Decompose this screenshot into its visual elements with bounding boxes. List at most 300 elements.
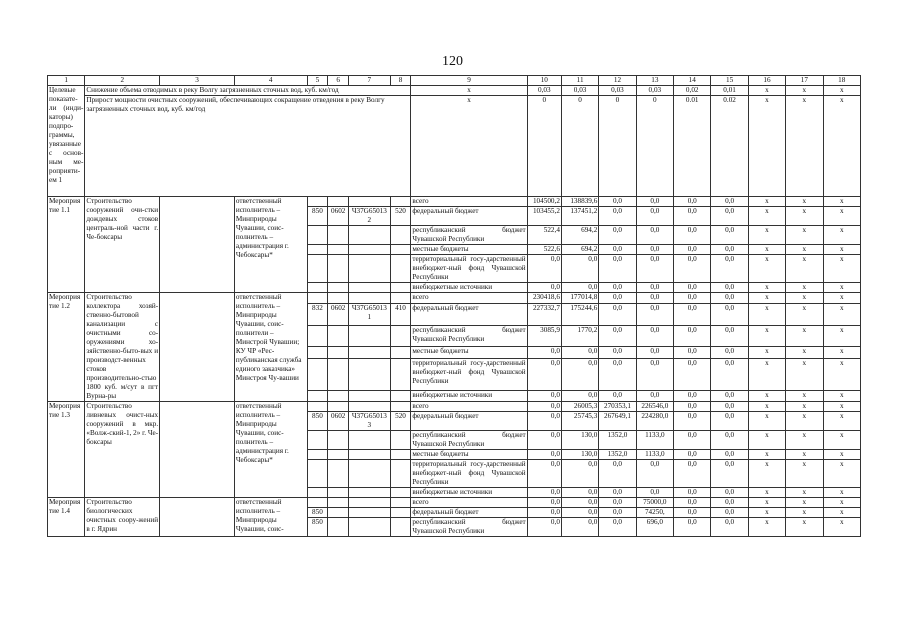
funding-tail: x: [823, 304, 860, 326]
funding-tail: x: [748, 197, 785, 207]
funding-value: 0,0: [599, 347, 636, 358]
funding-tail: x: [823, 412, 860, 431]
funding-value: 0,0: [636, 325, 673, 347]
funding-value: 0,0: [674, 283, 711, 293]
code-cell: [307, 402, 328, 412]
target-value: 0,03: [561, 86, 598, 96]
funding-value: 3085,9: [527, 325, 561, 347]
targets-label: Целевые показате-ли (инди-каторы) подпро-граммы, увязанные с основ-ным ме-роприяти-ем 1: [48, 86, 85, 197]
target-tail: x: [786, 96, 823, 197]
header-cell: 13: [636, 76, 673, 86]
funding-value: 522,4: [527, 226, 561, 245]
header-cell: 2: [85, 76, 160, 86]
header-cell: 6: [328, 76, 349, 86]
measure-id: Мероприятие 1.1: [48, 197, 85, 293]
funding-value: 0,0: [561, 508, 598, 518]
code-cell: [390, 226, 411, 245]
code-cell: [349, 255, 391, 283]
funding-value: 175244,6: [561, 304, 598, 326]
funding-tail: x: [748, 518, 785, 537]
funding-tail: x: [748, 358, 785, 390]
measure-empty: [160, 402, 235, 498]
funding-tail: x: [786, 293, 823, 304]
header-cell: 15: [711, 76, 748, 86]
measure-row: [48, 498, 861, 508]
funding-value: 0,0: [636, 255, 673, 283]
funding-value: 0,0: [561, 488, 598, 498]
funding-source: республиканский бюджет Чувашской Республики: [412, 518, 526, 535]
funding-tail: x: [823, 431, 860, 450]
measure-responsible: ответственный исполнитель – Минприроды Чувашии, соис-полнитель – администрация г. Чебоксары*: [234, 402, 307, 498]
funding-tail: x: [823, 197, 860, 207]
funding-value: 0,0: [711, 347, 748, 358]
funding-value: 0,0: [711, 207, 748, 226]
funding-value: 0,0: [636, 207, 673, 226]
target-row: [48, 86, 861, 96]
code-cell: [349, 293, 391, 304]
code-cell: [328, 255, 349, 283]
funding-source: внебюджетные источники: [411, 488, 527, 498]
code-cell: [328, 488, 349, 498]
measure-id: Мероприятие 1.2: [48, 293, 85, 402]
funding-source: федеральный бюджет: [411, 412, 527, 431]
code-cell: [349, 283, 391, 293]
funding-value: 0,0: [674, 304, 711, 326]
funding-source: территориальный госу-дарственный внебюджет-ный фонд Чувашской Республики: [411, 358, 527, 390]
funding-tail: x: [786, 358, 823, 390]
code-cell: 0602: [328, 412, 349, 431]
funding-value: 0,0: [599, 197, 636, 207]
header-cell: 3: [160, 76, 235, 86]
funding-tail: x: [823, 255, 860, 283]
code-cell: [349, 431, 391, 450]
code-cell: Ч37G650131: [349, 304, 391, 326]
code-cell: 850: [307, 207, 328, 226]
code-cell: [349, 450, 391, 460]
funding-value: 0,0: [599, 508, 636, 518]
funding-source: всего: [411, 197, 527, 207]
funding-value: 0,0: [527, 460, 561, 488]
funding-tail: x: [786, 460, 823, 488]
funding-value: 0,0: [561, 358, 598, 390]
code-cell: [349, 402, 391, 412]
funding-tail: x: [786, 508, 823, 518]
funding-value: 0,0: [711, 431, 748, 450]
funding-value: 25745,3: [561, 412, 598, 431]
funding-value: 0,0: [674, 197, 711, 207]
funding-value: 0,0: [599, 390, 636, 401]
funding-value: 224280,0: [636, 412, 673, 431]
funding-value: 0,0: [561, 390, 598, 401]
measure-name: Строительство сооружений очи-стки дождевых стоков централь-ной части г. Че-боксары: [85, 197, 160, 293]
funding-tail: x: [786, 518, 823, 537]
funding-value: 0,0: [561, 283, 598, 293]
funding-source: местные бюджеты: [411, 347, 527, 358]
code-cell: [307, 245, 328, 255]
funding-value: 0,0: [527, 450, 561, 460]
funding-source: республиканский бюджет Чувашской Республики: [411, 325, 527, 347]
funding-tail: x: [786, 207, 823, 226]
funding-value: 0,0: [674, 358, 711, 390]
funding-tail: x: [786, 488, 823, 498]
funding-source: всего: [411, 293, 527, 304]
funding-source: территориальный госу-дарственный внебюджет-ный фонд Чувашской Республики: [412, 255, 526, 281]
header-cell: 16: [748, 76, 785, 86]
funding-tail: x: [748, 283, 785, 293]
header-cell: 8: [390, 76, 411, 86]
funding-value: 0,0: [636, 347, 673, 358]
funding-value: 0,0: [636, 358, 673, 390]
funding-source: республиканский бюджет Чувашской Республики: [412, 431, 526, 448]
funding-value: 0,0: [527, 431, 561, 450]
funding-tail: x: [786, 498, 823, 508]
funding-tail: x: [786, 304, 823, 326]
funding-tail: x: [748, 293, 785, 304]
funding-value: 0,0: [711, 518, 748, 537]
funding-value: 694,2: [561, 226, 598, 245]
code-cell: [307, 460, 328, 488]
measure-row: [48, 197, 861, 207]
code-cell: [328, 293, 349, 304]
code-cell: [390, 488, 411, 498]
funding-source: всего: [411, 402, 527, 412]
code-cell: [349, 508, 391, 518]
funding-tail: x: [786, 450, 823, 460]
funding-tail: x: [786, 245, 823, 255]
target-value: 0,02: [674, 86, 711, 96]
funding-value: 0,0: [599, 245, 636, 255]
funding-source: внебюджетные источники: [411, 283, 527, 293]
code-cell: [307, 197, 328, 207]
target-value: 0,03: [527, 86, 561, 96]
code-cell: [390, 283, 411, 293]
funding-value: 0,0: [711, 245, 748, 255]
code-cell: [328, 358, 349, 390]
funding-tail: x: [786, 283, 823, 293]
funding-value: 0,0: [711, 450, 748, 460]
funding-value: 0,0: [527, 390, 561, 401]
measure-id: Мероприятие 1.4: [48, 498, 85, 537]
header-cell: 17: [786, 76, 823, 86]
target-value: 0,03: [636, 86, 673, 96]
code-cell: [349, 245, 391, 255]
funding-value: 227332,7: [527, 304, 561, 326]
code-cell: 850: [307, 508, 328, 518]
funding-tail: x: [823, 508, 860, 518]
funding-value: 0,0: [636, 283, 673, 293]
funding-value: 75000,0: [636, 498, 673, 508]
funding-tail: x: [786, 402, 823, 412]
measure-name: Строительство биологических очистных соору-жений в г. Ядрин: [85, 498, 160, 537]
code-cell: [349, 488, 391, 498]
code-cell: [307, 226, 328, 245]
code-cell: [349, 347, 391, 358]
target-row: [48, 96, 861, 197]
funding-source: федеральный бюджет: [411, 304, 527, 326]
target-c9: x: [411, 96, 527, 197]
code-cell: [349, 518, 391, 537]
funding-tail: x: [823, 358, 860, 390]
funding-value: 0,0: [561, 255, 598, 283]
measure-responsible: ответственный исполнитель – Минприроды Чувашии, соис-: [234, 498, 307, 537]
funding-tail: x: [748, 325, 785, 347]
funding-value: 0,0: [599, 293, 636, 304]
funding-value: 0,0: [674, 431, 711, 450]
funding-value: 0,0: [527, 508, 561, 518]
target-tail: x: [786, 86, 823, 96]
target-tail: x: [748, 86, 785, 96]
funding-value: 0,0: [711, 358, 748, 390]
funding-value: 694,2: [561, 245, 598, 255]
code-cell: [307, 283, 328, 293]
code-cell: 832: [307, 304, 328, 326]
funding-value: 0,0: [674, 226, 711, 245]
code-cell: [307, 293, 328, 304]
funding-tail: x: [748, 304, 785, 326]
funding-tail: x: [786, 431, 823, 450]
funding-value: 0,0: [674, 412, 711, 431]
funding-value: 0,0: [711, 325, 748, 347]
funding-value: 226546,0: [636, 402, 673, 412]
header-cell: 18: [823, 76, 860, 86]
funding-value: 177014,8: [561, 293, 598, 304]
code-cell: [307, 325, 328, 347]
target-tail: x: [748, 96, 785, 197]
code-cell: [390, 498, 411, 508]
funding-value: 0,0: [636, 245, 673, 255]
code-cell: [328, 347, 349, 358]
funding-value: 0,0: [674, 207, 711, 226]
funding-value: 0,0: [599, 207, 636, 226]
target-value: 0: [561, 96, 598, 197]
code-cell: [328, 325, 349, 347]
funding-tail: x: [823, 518, 860, 537]
code-cell: [349, 325, 391, 347]
code-cell: [349, 226, 391, 245]
funding-value: 130,0: [561, 431, 598, 450]
header-cell: 14: [674, 76, 711, 86]
funding-source: всего: [411, 498, 527, 508]
funding-source: территориальный госу-дарственный внебюджет-ный фонд Чувашской Республики: [412, 460, 526, 486]
code-cell: [328, 226, 349, 245]
header-cell: 10: [527, 76, 561, 86]
funding-value: 0,0: [674, 402, 711, 412]
funding-value: 26005,3: [561, 402, 598, 412]
header-cell: 9: [411, 76, 527, 86]
measure-empty: [160, 498, 235, 537]
header-cell: 11: [561, 76, 598, 86]
funding-value: 0,0: [527, 255, 561, 283]
funding-tail: x: [748, 498, 785, 508]
funding-value: 270353,1: [599, 402, 636, 412]
funding-tail: x: [823, 498, 860, 508]
header-cell: 1: [48, 76, 85, 86]
funding-value: 267649,1: [599, 412, 636, 431]
funding-value: 0,0: [711, 283, 748, 293]
funding-value: 0,0: [711, 293, 748, 304]
funding-value: 0,0: [674, 508, 711, 518]
funding-tail: x: [786, 226, 823, 245]
code-cell: [349, 197, 391, 207]
code-cell: 850: [307, 412, 328, 431]
code-cell: [307, 431, 328, 450]
code-cell: [390, 358, 411, 390]
funding-value: 0,0: [599, 498, 636, 508]
funding-value: 0,0: [561, 347, 598, 358]
code-cell: [307, 358, 328, 390]
funding-source: местные бюджеты: [411, 450, 527, 460]
target-value: 0: [599, 96, 636, 197]
funding-value: 1133,0: [636, 450, 673, 460]
funding-tail: x: [786, 255, 823, 283]
code-cell: [390, 347, 411, 358]
measure-name: Строительство коллектора хозяй-ственно-бытовой канализации с очистными со-оружениями хо-зяйственно-быто-вых и производст-венных стоков производительно-стью 1800 куб. м/сут в пгт Вурна-ры: [86, 293, 159, 400]
funding-value: 130,0: [561, 450, 598, 460]
code-cell: [349, 460, 391, 488]
budget-table: [47, 75, 861, 537]
code-cell: [328, 460, 349, 488]
funding-value: 1133,0: [636, 431, 673, 450]
funding-source: внебюджетные источники: [411, 390, 527, 401]
code-cell: [328, 450, 349, 460]
target-value: 0: [527, 96, 561, 197]
funding-tail: x: [823, 347, 860, 358]
funding-value: 230418,6: [527, 293, 561, 304]
funding-value: 0,0: [599, 255, 636, 283]
funding-value: 0,0: [711, 498, 748, 508]
header-cell: 4: [234, 76, 307, 86]
funding-tail: x: [823, 245, 860, 255]
funding-value: 0,0: [711, 226, 748, 245]
code-cell: [390, 450, 411, 460]
funding-value: 138839,6: [561, 197, 598, 207]
code-cell: [328, 518, 349, 537]
funding-value: 0,0: [636, 460, 673, 488]
target-value: 0: [636, 96, 673, 197]
funding-value: 0,0: [674, 390, 711, 401]
measure-responsible: ответственный исполнитель – Минприроды Чувашии, соис-полнитель – администрация г. Чебоксары*: [234, 197, 307, 293]
funding-tail: x: [748, 390, 785, 401]
funding-tail: x: [823, 460, 860, 488]
funding-value: 0,0: [527, 518, 561, 537]
funding-value: 0,0: [674, 255, 711, 283]
target-c9: x: [411, 86, 527, 96]
funding-value: 0,0: [674, 460, 711, 488]
funding-tail: x: [823, 390, 860, 401]
target-value: 0,01: [711, 86, 748, 96]
code-cell: 0602: [328, 304, 349, 326]
code-cell: [390, 197, 411, 207]
code-cell: Ч37G650133: [349, 412, 391, 431]
code-cell: [390, 402, 411, 412]
funding-value: 0,0: [711, 508, 748, 518]
code-cell: [390, 245, 411, 255]
funding-tail: x: [823, 283, 860, 293]
code-cell: [390, 390, 411, 401]
funding-tail: x: [823, 325, 860, 347]
code-cell: [390, 293, 411, 304]
funding-tail: x: [748, 255, 785, 283]
code-cell: [328, 245, 349, 255]
funding-value: 0,0: [599, 518, 636, 537]
header-row: [48, 76, 861, 86]
funding-value: 0,0: [711, 402, 748, 412]
code-cell: [390, 460, 411, 488]
funding-value: 0,0: [636, 293, 673, 304]
funding-value: 1352,0: [599, 450, 636, 460]
funding-value: 696,0: [636, 518, 673, 537]
funding-tail: x: [823, 488, 860, 498]
funding-value: 0,0: [711, 197, 748, 207]
code-cell: [390, 508, 411, 518]
code-cell: [328, 431, 349, 450]
measure-responsible: ответственный исполнитель – Минприроды Чувашии, соис-полнители – Минстрой Чувашии; КУ ЧР «Рес-публиканская служба единого заказчика» Минстроя Чу-вашии: [234, 293, 307, 402]
code-cell: [307, 498, 328, 508]
funding-value: 0,0: [599, 488, 636, 498]
funding-tail: x: [823, 450, 860, 460]
funding-value: 0,0: [527, 402, 561, 412]
header-cell: 12: [599, 76, 636, 86]
code-cell: [307, 255, 328, 283]
funding-value: 0,0: [599, 304, 636, 326]
funding-value: 0,0: [674, 498, 711, 508]
code-cell: [390, 518, 411, 537]
funding-value: 0,0: [711, 390, 748, 401]
code-cell: Ч37G650132: [349, 207, 391, 226]
measure-id: Мероприятие 1.3: [48, 402, 85, 498]
funding-value: 0,0: [561, 498, 598, 508]
funding-tail: x: [748, 347, 785, 358]
funding-value: 0,0: [527, 347, 561, 358]
funding-value: 1352,0: [599, 431, 636, 450]
funding-value: 0,0: [599, 226, 636, 245]
measure-row: [48, 402, 861, 412]
target-text: Прирост мощности очистных сооружений, обеспечивающих сокращение отведения в реку Волгу загрязненных сточных вод, куб. км/год: [85, 96, 411, 197]
funding-value: 0,0: [636, 197, 673, 207]
page-number: 120: [442, 54, 463, 69]
measure-empty: [160, 197, 235, 293]
funding-value: 0,0: [674, 347, 711, 358]
header-cell: 7: [349, 76, 391, 86]
funding-value: 0,0: [561, 460, 598, 488]
code-cell: 850: [307, 518, 328, 537]
target-value: 0.02: [711, 96, 748, 197]
funding-value: 74250,: [636, 508, 673, 518]
funding-value: 0,0: [599, 460, 636, 488]
code-cell: [390, 431, 411, 450]
code-cell: [328, 390, 349, 401]
funding-value: 0,0: [711, 460, 748, 488]
funding-tail: x: [748, 450, 785, 460]
code-cell: 0602: [328, 207, 349, 226]
funding-tail: x: [748, 508, 785, 518]
funding-value: 0,0: [527, 488, 561, 498]
funding-tail: x: [823, 293, 860, 304]
funding-tail: x: [823, 402, 860, 412]
funding-value: 0,0: [711, 304, 748, 326]
funding-tail: x: [748, 488, 785, 498]
funding-value: 0,0: [527, 498, 561, 508]
funding-value: 0,0: [599, 325, 636, 347]
funding-tail: x: [748, 431, 785, 450]
target-value: 0,03: [599, 86, 636, 96]
funding-value: 0,0: [527, 358, 561, 390]
funding-value: 137451,2: [561, 207, 598, 226]
funding-value: 0,0: [527, 283, 561, 293]
funding-tail: x: [748, 460, 785, 488]
funding-tail: x: [748, 207, 785, 226]
funding-value: 0,0: [674, 488, 711, 498]
